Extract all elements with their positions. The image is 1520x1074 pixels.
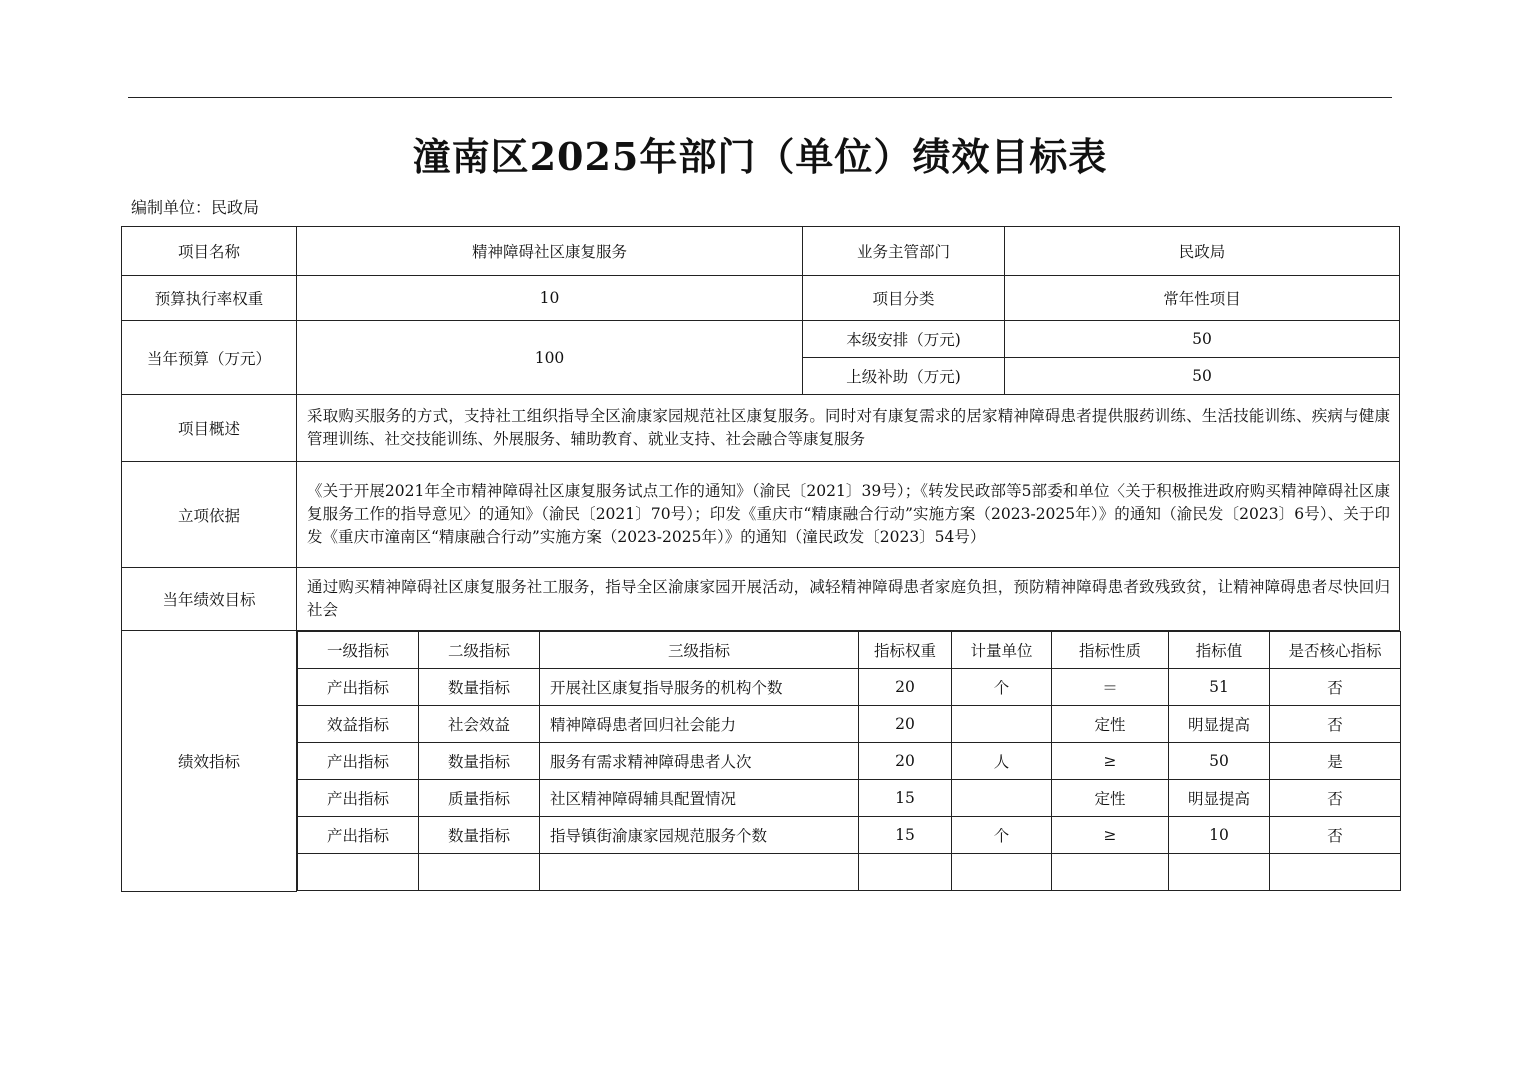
upper-label: 上级补助（万元): [803, 358, 1005, 395]
dept-value: 民政局: [1005, 227, 1400, 276]
cell-level2: 数量指标: [419, 817, 540, 854]
cell-unit: [952, 854, 1052, 891]
cell-unit: 个: [952, 817, 1052, 854]
cell-value: 明显提高: [1169, 780, 1270, 817]
header-level2: 二级指标: [419, 632, 540, 669]
table-row: [298, 780, 1401, 817]
row-project-name: [122, 227, 1400, 276]
row-budget: [122, 321, 1400, 358]
page-title: 潼南区2025年部门（单位）绩效目标表: [412, 134, 1108, 179]
category-label: 项目分类: [803, 276, 1005, 321]
cell-nature: ≥: [1052, 743, 1169, 780]
basis-text: 《关于开展2021年全市精神障碍社区康复服务试点工作的通知》（渝民〔2021〕39号）；《转发民政部等5部委和单位〈关于积极推进政府购买精神障碍社区康复服务工作的指导意见〉的通知》（渝民〔2021〕70号）；印发《重庆市“精康融合行动”实施方案（2023-2025年）》的通知（渝民发〔2023〕6号）、关于印发《重庆市潼南区“精康融合行动”实施方案（2023-2025年）》的通知（潼民政发〔2023〕54号）: [297, 462, 1400, 568]
cell-weight: 15: [859, 780, 952, 817]
cell-value: [1169, 854, 1270, 891]
cell-nature: 定性: [1052, 706, 1169, 743]
cell-nature: [1052, 854, 1169, 891]
project-name-label: 项目名称: [122, 227, 297, 276]
cell-unit: 人: [952, 743, 1052, 780]
cell-weight: 20: [859, 706, 952, 743]
budget-value: 100: [297, 321, 803, 395]
cell-level1: 产出指标: [298, 817, 419, 854]
table-row: [298, 743, 1401, 780]
indicators-header-row: [298, 632, 1401, 669]
cell-unit: [952, 706, 1052, 743]
cell-level2: 社会效益: [419, 706, 540, 743]
cell-value: 明显提高: [1169, 706, 1270, 743]
weight-label: 预算执行率权重: [122, 276, 297, 321]
goal-text: 通过购买精神障碍社区康复服务社工服务，指导全区渝康家园开展活动，减轻精神障碍患者家庭负担，预防精神障碍患者致残致贫，让精神障碍患者尽快回归社会: [297, 568, 1400, 631]
cell-level1: 产出指标: [298, 743, 419, 780]
cell-value: 51: [1169, 669, 1270, 706]
cell-nature: ≥: [1052, 817, 1169, 854]
header-nature: 指标性质: [1052, 632, 1169, 669]
category-value: 常年性项目: [1005, 276, 1400, 321]
row-weight: [122, 276, 1400, 321]
row-indicators: [122, 631, 1400, 892]
cell-level1: 产出指标: [298, 669, 419, 706]
cell-weight: 20: [859, 743, 952, 780]
header-value: 指标值: [1169, 632, 1270, 669]
overview-text: 采取购买服务的方式，支持社工组织指导全区渝康家园规范社区康复服务。同时对有康复需求的居家精神障碍患者提供服药训练、生活技能训练、疾病与健康管理训练、社交技能训练、外展服务、辅助教育、就业支持、社会融合等康复服务: [297, 395, 1400, 462]
cell-value: 10: [1169, 817, 1270, 854]
cell-core: [1270, 854, 1401, 891]
performance-table: [121, 226, 1400, 892]
cell-level3: 精神障碍患者回归社会能力: [540, 706, 859, 743]
cell-value: 50: [1169, 743, 1270, 780]
header-level1: 一级指标: [298, 632, 419, 669]
cell-level3: 开展社区康复指导服务的机构个数: [540, 669, 859, 706]
cell-core: 否: [1270, 706, 1401, 743]
overview-label: 项目概述: [122, 395, 297, 462]
table-row: [298, 817, 1401, 854]
cell-level3: [540, 854, 859, 891]
org-label: 编制单位：民政局: [131, 198, 260, 217]
cell-level2: 数量指标: [419, 743, 540, 780]
cell-nature: 定性: [1052, 780, 1169, 817]
cell-level1: 效益指标: [298, 706, 419, 743]
cell-nature: ＝: [1052, 669, 1169, 706]
header-weight: 指标权重: [859, 632, 952, 669]
cell-level2: [419, 854, 540, 891]
header-unit: 计量单位: [952, 632, 1052, 669]
basis-label: 立项依据: [122, 462, 297, 568]
table-row: [298, 706, 1401, 743]
cell-core: 是: [1270, 743, 1401, 780]
table-row: [298, 669, 1401, 706]
cell-level3: 指导镇街渝康家园规范服务个数: [540, 817, 859, 854]
cell-weight: [859, 854, 952, 891]
header-core: 是否核心指标: [1270, 632, 1401, 669]
table-row-empty: [298, 854, 1401, 891]
row-overview: [122, 395, 1400, 462]
local-label: 本级安排（万元): [803, 321, 1005, 358]
cell-weight: 15: [859, 817, 952, 854]
local-value: 50: [1005, 321, 1400, 358]
project-name-value: 精神障碍社区康复服务: [297, 227, 803, 276]
cell-core: 否: [1270, 780, 1401, 817]
top-rule: [128, 97, 1392, 98]
indicators-label: 绩效指标: [122, 631, 297, 892]
cell-core: 否: [1270, 669, 1401, 706]
goal-label: 当年绩效目标: [122, 568, 297, 631]
cell-level2: 质量指标: [419, 780, 540, 817]
dept-label: 业务主管部门: [803, 227, 1005, 276]
cell-unit: 个: [952, 669, 1052, 706]
budget-label: 当年预算（万元）: [122, 321, 297, 395]
cell-level1: [298, 854, 419, 891]
header-level3: 三级指标: [540, 632, 859, 669]
row-goal: [122, 568, 1400, 631]
cell-core: 否: [1270, 817, 1401, 854]
row-basis: [122, 462, 1400, 568]
cell-level2: 数量指标: [419, 669, 540, 706]
cell-level3: 社区精神障碍辅具配置情况: [540, 780, 859, 817]
indicators-table: [297, 631, 1401, 891]
weight-value: 10: [297, 276, 803, 321]
cell-level3: 服务有需求精神障碍患者人次: [540, 743, 859, 780]
upper-value: 50: [1005, 358, 1400, 395]
cell-level1: 产出指标: [298, 780, 419, 817]
cell-weight: 20: [859, 669, 952, 706]
cell-unit: [952, 780, 1052, 817]
